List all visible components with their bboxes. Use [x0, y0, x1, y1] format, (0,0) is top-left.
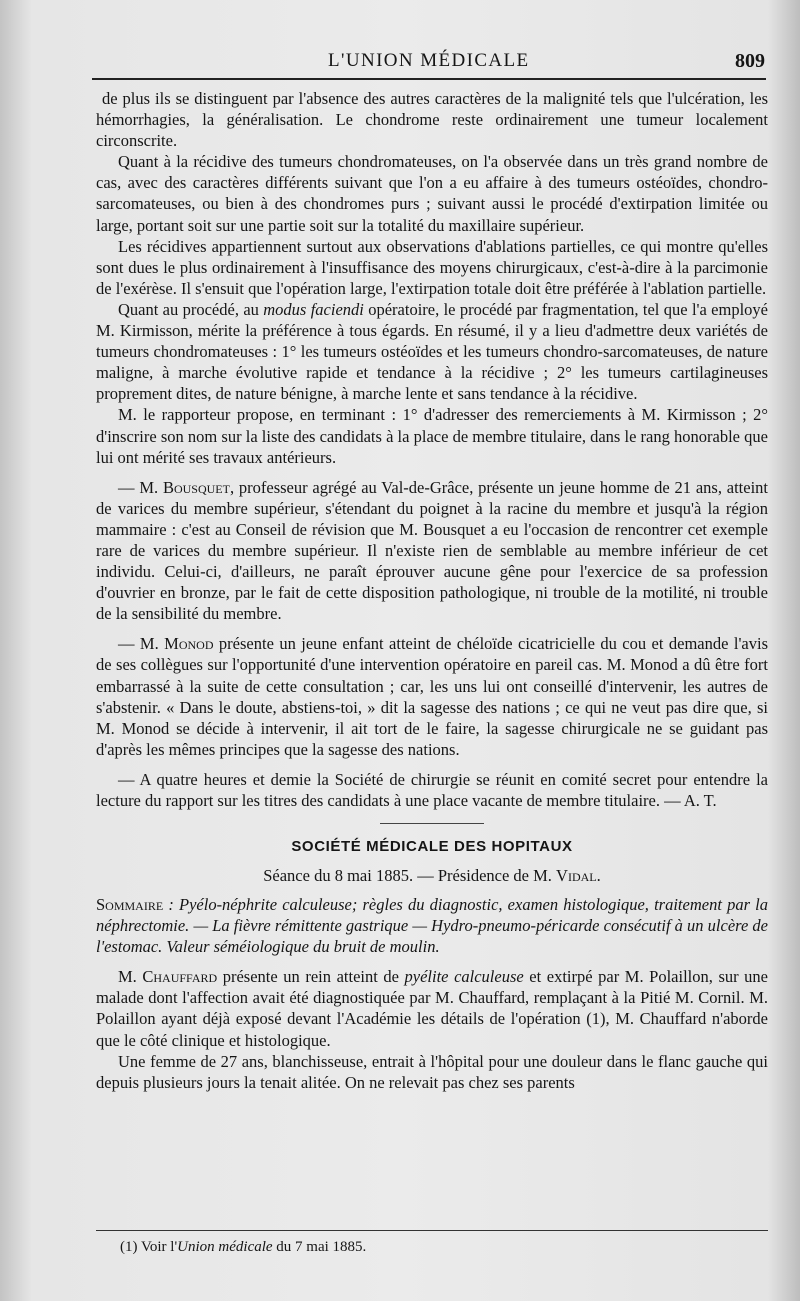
text-run: Quant au procédé, au	[118, 299, 264, 319]
paragraph-case: Une femme de 27 ans, blanchisseuse, entrait à l'hôpital pour une douleur dans le flanc gauche qui depuis plusieurs jours la tenait alitée. On ne relevait pas chez ses parents	[96, 1051, 768, 1092]
text-run: opératoire, le procédé par fragmentation, tel que l'a employé M. Kirmisson, mérite la préférence à tous égards. En résumé, il y a lieu d'admettre deux variétés de tumeurs chondromateuses : 1° les tumeurs ostéoïdes et les tumeurs chondro-sarcomateuses, de nature maligne, à marche évolutive rapide et tendance à la récidive ; 2° les tumeurs cartilagineuses proprement dites, de nature bénigne, à marche lente et sans tendance à la récidive.	[96, 299, 768, 404]
text-run: du 7 mai 1885.	[272, 1239, 367, 1255]
header-rule	[92, 78, 766, 80]
author-name: Chauffard	[142, 967, 218, 987]
article-body	[96, 88, 768, 1093]
text-run: .	[596, 866, 601, 886]
paragraph-recidive: Quant à la récidive des tumeurs chondromateuses, on l'a observée dans un très grand nombre de cas, avec des caractères différents suivant que l'on a eu affaire à des tumeurs ostéoïdes, chondro-sarcomateuses, ou bien à des chondromes purs ; suivant aussi le procédé d'extirpation limitée ou large, portant soit sur une partie soit sur la totalité du maxillaire supérieur.	[96, 152, 768, 235]
text-run: — M.	[118, 477, 163, 497]
running-head	[0, 46, 800, 76]
italic-term: pyélite calculeuse	[404, 967, 524, 987]
sommaire-text: : Pyélo-néphrite calculeuse; règles du diagnostic, examen histologique, traitement par la néphrectomie. — La fièvre rémittente gastrique — Hydro-pneumo-péricarde consécutif à un ulcère de l'estomac. Valeur séméiologique du bruit de moulin.	[96, 895, 768, 957]
president-name: Vidal	[556, 866, 597, 886]
paragraph-chauffard	[96, 966, 768, 1050]
author-name: Monod	[164, 634, 214, 654]
footnote	[120, 1239, 760, 1256]
section-divider	[380, 823, 484, 824]
page-number: 809	[735, 50, 765, 72]
paragraph-rapporteur: M. le rapporteur propose, en terminant : 1° d'adresser des remerciements à M. Kirmisson ; 2° d'inscrire son nom sur la liste des candidats à la place de membre titulaire, dans le rang honorable que lui ont mérité ses travaux antérieurs.	[96, 405, 768, 467]
paragraph-monod	[96, 633, 768, 760]
paragraph-malignity: de plus ils se distinguent par l'absence des autres caractères de la malignité tels que l'ulcération, les hémorrhagies, la généralisation. Le chondrome reste ordinairement une tumeur localement circonscrite.	[96, 89, 768, 151]
sommaire-label: Sommaire	[96, 895, 164, 915]
italic-term: Union médicale	[177, 1239, 273, 1255]
text-run: présente un jeune enfant atteint de chéloïde cicatricielle du cou et demande l'avis de ses collègues sur l'opportunité d'une intervention opératoire en pareil cas. M. Monod a dû être fort embarrassé à la suite de cette consultation ; car, les uns lui ont conseillé d'intervenir, les autres de s'abstenir. « Dans le doute, abstiens-toi, » dit la sagesse des nations ; ce qui ne veut pas dire que, si M. Monod se décide à intervenir, il ait tort de le faire, la sagesse chirurgicale ne se guidant pas d'après les mêmes principes que la sagesse des nations.	[96, 634, 768, 759]
footnote-rule	[96, 1230, 768, 1231]
seance-line	[96, 865, 768, 886]
journal-title: L'UNION MÉDICALE	[328, 50, 530, 71]
paragraph-procede	[96, 299, 768, 404]
text-run: présente un rein atteint de	[217, 967, 405, 987]
sommaire	[96, 894, 768, 957]
text-run: — M.	[118, 634, 165, 654]
text-run: , professeur agrégé au Val-de-Grâce, présente un jeune homme de 21 ans, atteint de varices du membre supérieur, s'étendant du poignet à la racine du membre et jusqu'à la région mammaire : c'est au Conseil de révision que M. Bousquet a eu l'occasion de rencontrer cet exemple rare de varices du membre supérieur. Il n'existe rien de semblable au membre inférieur de cet individu. Celui-ci, d'ailleurs, ne paraît éprouver aucune gêne pour l'exercice de sa profession d'ouvrier en bronze, par le fait de cette disposition pathologique, ni trouble de la motilité, ni trouble de la sensibilité du membre.	[96, 477, 769, 624]
italic-term: modus faciendi	[263, 299, 364, 319]
text-run: M.	[118, 967, 143, 987]
text-run: Séance du 8 mai 1885. — Présidence de M.	[263, 866, 557, 886]
text-run: et extirpé par M. Polaillon, sur une malade dont l'affection avait été diagnostiquée par M. Chauffard, remplaçant à la Pitié M. Cornil. M. Polaillon ayant déjà exposé devant l'Académie les détails de l'opération (1), M. Chauffard n'aborde que le côté clinique et histologique.	[96, 967, 768, 1050]
paragraph-bousquet	[96, 477, 768, 625]
section-title: SOCIÉTÉ MÉDICALE DES HOPITAUX	[291, 838, 573, 856]
author-name: Bousquet	[162, 477, 230, 497]
paragraph-recidives-partielles: Les récidives appartiennent surtout aux observations d'ablations partielles, ce qui montre qu'elles sont dues le plus ordinairement à l'insuffisance des moyens chirurgicaux, c'est-à-dire à la parcimonie de l'exérèse. Il s'ensuit que l'opération large, l'extirpation totale doit être préférée à l'ablation partielle.	[96, 236, 768, 298]
text-run: (1) Voir l'	[120, 1239, 178, 1255]
paragraph-comite-secret: — A quatre heures et demie la Société de chirurgie se réunit en comité secret pour entendre la lecture du rapport sur les titres des candidats à une place vacante de membre titulaire. — A. T.	[96, 769, 768, 810]
